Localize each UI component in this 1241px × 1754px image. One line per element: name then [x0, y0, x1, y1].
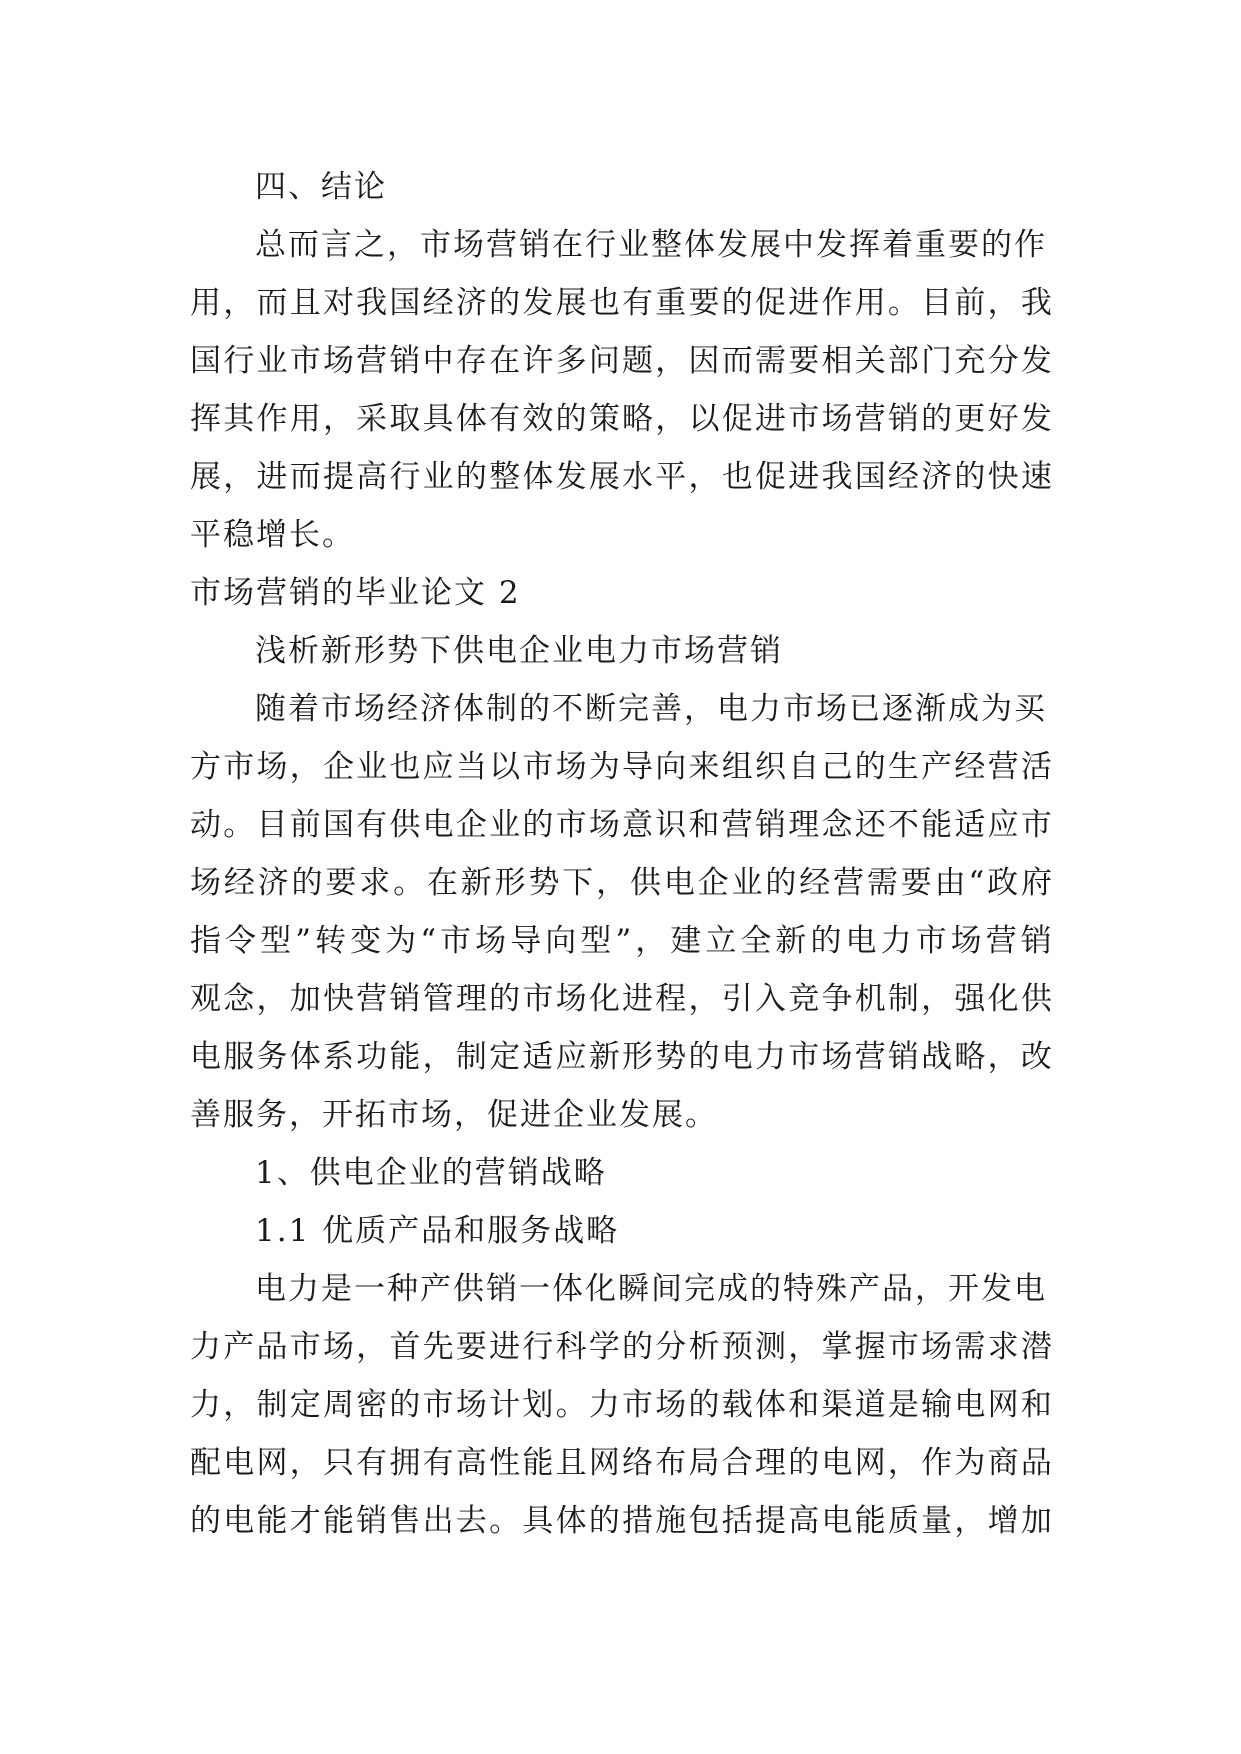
paragraph-line: 国 行 业 市 场 营 销 中 存 在 许 多 问 题 ， 因 而 需 要 相 关 部 门 充 分 发 [190, 343, 1052, 379]
paragraph-line: 的 电 能 才 能 销 售 出 去 。 具 体 的 措 施 包 括 提 高 电 能 质 量 ， 增 加 [190, 1503, 1052, 1539]
essay-title: 市场营销的毕业论文 2 [190, 575, 521, 611]
paragraph-line: 指 令 型 ” 转 变 为 “ 市 场 导 向 型 ” ， 建 立 全 新 的 电 力 市 场 营 销 [190, 923, 1052, 959]
paragraph-line: 用 ， 而 且 对 我 国 经 济 的 发 展 也 有 重 要 的 促 进 作 用 。 目 前 ， 我 [190, 285, 1052, 321]
paragraph-line: 观 念 ， 加 快 营 销 管 理 的 市 场 化 进 程 ， 引 入 竞 争 机 制 ， 强 化 供 [190, 981, 1052, 1017]
paragraph-line: 电 服 务 体 系 功 能 ， 制 定 适 应 新 形 势 的 电 力 市 场 营 销 战 略 ， 改 [190, 1039, 1052, 1075]
paragraph-line: 方 市 场 ， 企 业 也 应 当 以 市 场 为 导 向 来 组 织 自 己 的 生 产 经 营 活 [190, 749, 1052, 785]
section-heading: 四、结论 [255, 169, 387, 205]
essay-subtitle: 浅析新形势下供电企业电力市场营销 [255, 633, 783, 669]
section-heading-1-1: 1.1 优质产品和服务战略 [255, 1213, 620, 1249]
paragraph-line: 电力是一种产供销一体化瞬间完成的特殊产品，开发电 [255, 1271, 1047, 1307]
paragraph-line: 场 经 济 的 要 求 。 在 新 形 势 下 ， 供 电 企 业 的 经 营 需 要 由 “ 政 府 [190, 865, 1052, 901]
paragraph-line: 力 ， 制 定 周 密 的 市 场 计 划 。 力 市 场 的 载 体 和 渠 道 是 输 电 网 和 [190, 1387, 1052, 1423]
paragraph-line: 力 产 品 市 场 ， 首 先 要 进 行 科 学 的 分 析 预 测 ， 掌 握 市 场 需 求 潜 [190, 1329, 1052, 1365]
paragraph-line: 展 ， 进 而 提 高 行 业 的 整 体 发 展 水 平 ， 也 促 进 我 国 经 济 的 快 速 [190, 459, 1052, 495]
paragraph-line: 平稳增长。 [190, 517, 355, 553]
section-heading-1: 1、供电企业的营销战略 [255, 1155, 607, 1191]
paragraph-line: 动 。 目 前 国 有 供 电 企 业 的 市 场 意 识 和 营 销 理 念 还 不 能 适 应 市 [190, 807, 1052, 843]
paragraph-line: 挥 其 作 用 ， 采 取 具 体 有 效 的 策 略 ， 以 促 进 市 场 营 销 的 更 好 发 [190, 401, 1052, 437]
paragraph-line: 随着市场经济体制的不断完善，电力市场已逐渐成为买 [255, 691, 1047, 727]
paragraph-line: 总而言之，市场营销在行业整体发展中发挥着重要的作 [255, 227, 1047, 263]
paragraph-line: 善服务，开拓市场，促进企业发展。 [190, 1097, 718, 1133]
paragraph-line: 配 电 网 ， 只 有 拥 有 高 性 能 且 网 络 布 局 合 理 的 电 网 ， 作 为 商 品 [190, 1445, 1052, 1481]
